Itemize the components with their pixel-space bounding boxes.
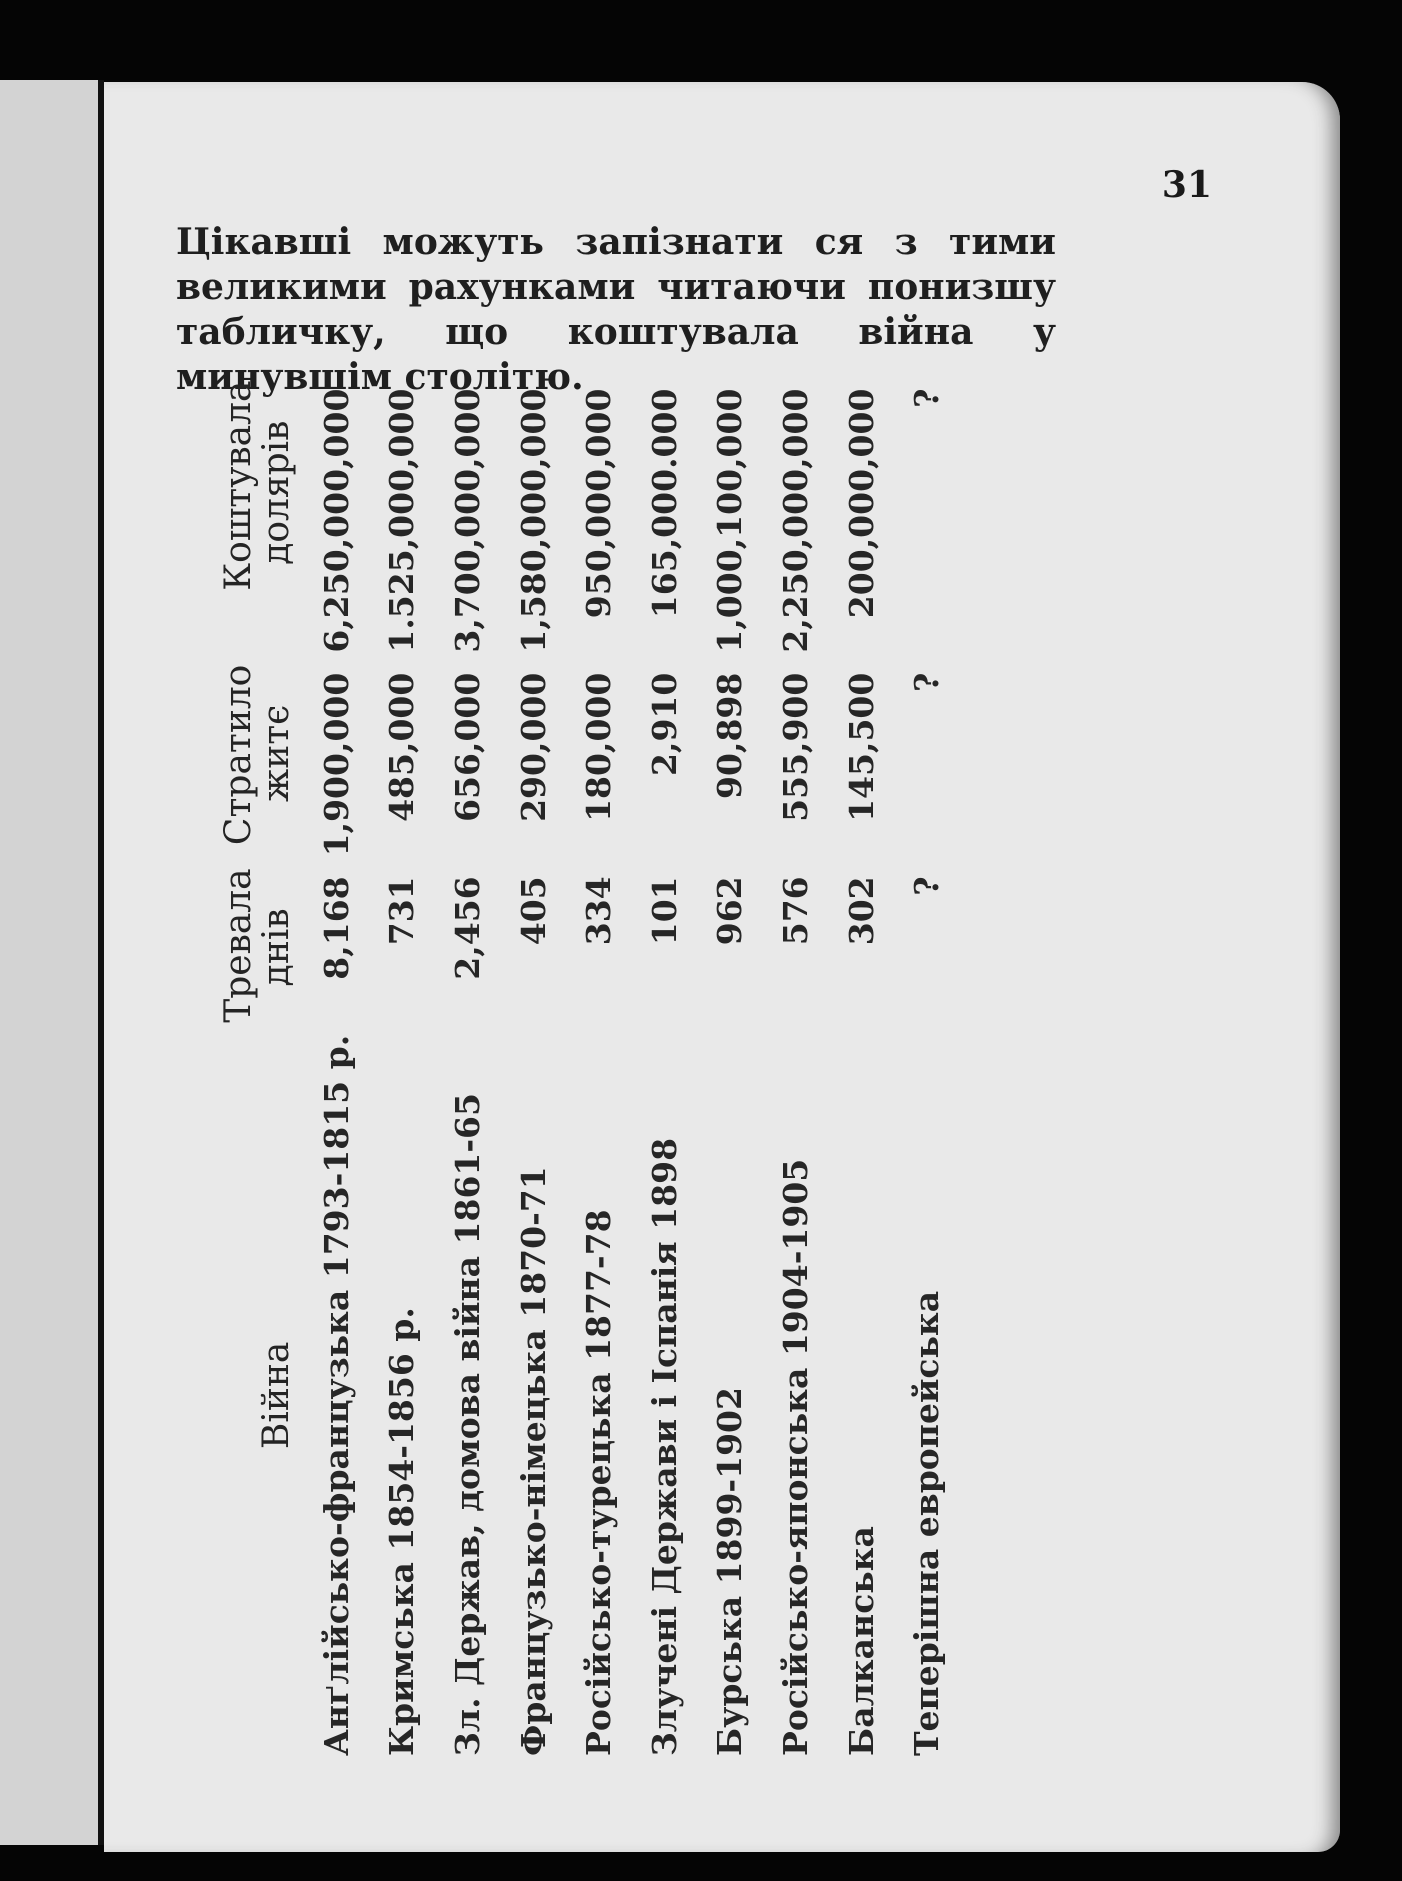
war-cost-table-frame (218, 380, 960, 1762)
table-row (501, 375, 567, 1762)
table-row (763, 375, 829, 1762)
war-cost: 1.525,000,000 (382, 388, 422, 653)
war-lives: 656,000 (447, 672, 487, 822)
table-row (566, 375, 632, 1762)
war-name: Балканська (841, 1526, 881, 1756)
war-days: 576 (775, 876, 815, 946)
war-days: 101 (644, 876, 684, 946)
war-lives: ? (907, 672, 947, 692)
war-name: Зл. Держав, домова війна 1861-65 (447, 1093, 487, 1756)
header-war: Війна (256, 1341, 297, 1450)
header-duration: Тревала днів (218, 868, 297, 1023)
war-lives: 180,000 (579, 672, 619, 822)
war-days: 731 (382, 876, 422, 946)
war-lives: 485,000 (382, 672, 422, 822)
war-days: 302 (841, 876, 881, 946)
war-cost: 165,000.000 (644, 388, 684, 619)
war-cost: 1,580,000,000 (513, 388, 553, 653)
left-page-edge (0, 80, 104, 1845)
war-days: 2,456 (447, 876, 487, 980)
war-days: 334 (579, 876, 619, 946)
war-name: Кримська 1854-1856 р. (382, 1307, 422, 1756)
table-row (435, 375, 501, 1762)
war-cost: 3,700,000,000 (447, 388, 487, 653)
war-cost: 2,250,000,000 (775, 388, 815, 653)
war-lives: 90,898 (710, 672, 750, 799)
war-lives: 145,500 (841, 672, 881, 822)
war-name: Анґлійсько-французька 1793-1815 р. (316, 1034, 356, 1756)
table-row (632, 375, 698, 1762)
table-row (370, 375, 436, 1762)
war-name: Бурська 1899-1902 (710, 1387, 750, 1756)
war-cost: 950,000,000 (579, 388, 619, 619)
header-lives: Стратило житє (218, 664, 297, 846)
header-cost: Коштувала долярів (218, 380, 297, 591)
intro-paragraph: Цікавші можуть запізнати ся з тими великими рахунками читаючи понизшу табличку, що коштувала війна у минувшім столітю. (176, 221, 1056, 398)
table-header-row (220, 375, 304, 1762)
table-row (304, 375, 370, 1762)
war-name: Російсько-турецька 1877-78 (579, 1209, 619, 1756)
war-name: Французько-німецька 1870-71 (513, 1166, 553, 1756)
table-row (894, 375, 960, 1762)
war-days: ? (907, 876, 947, 896)
war-days: 8,168 (316, 876, 356, 980)
war-lives: 290,000 (513, 672, 553, 822)
war-lives: 1,900,000 (316, 672, 356, 857)
page-number: 31 (1161, 164, 1212, 206)
war-cost: 200,000,000 (841, 388, 881, 619)
table-row (698, 375, 764, 1762)
war-cost: 6,250,000,000 (316, 388, 356, 653)
war-cost: ? (907, 388, 947, 408)
war-cost: 1,000,100,000 (710, 388, 750, 653)
war-name: Російсько-японська 1904-1905 (775, 1158, 815, 1756)
war-lives: 555,900 (775, 672, 815, 822)
war-name: Злучені Держави і Іспанія 1898 (644, 1137, 684, 1756)
table-row (829, 375, 895, 1762)
war-days: 962 (710, 876, 750, 946)
war-days: 405 (513, 876, 553, 946)
war-lives: 2,910 (644, 672, 684, 776)
war-cost-table (220, 375, 960, 1762)
war-name: Теперішна европейська (907, 1290, 947, 1756)
